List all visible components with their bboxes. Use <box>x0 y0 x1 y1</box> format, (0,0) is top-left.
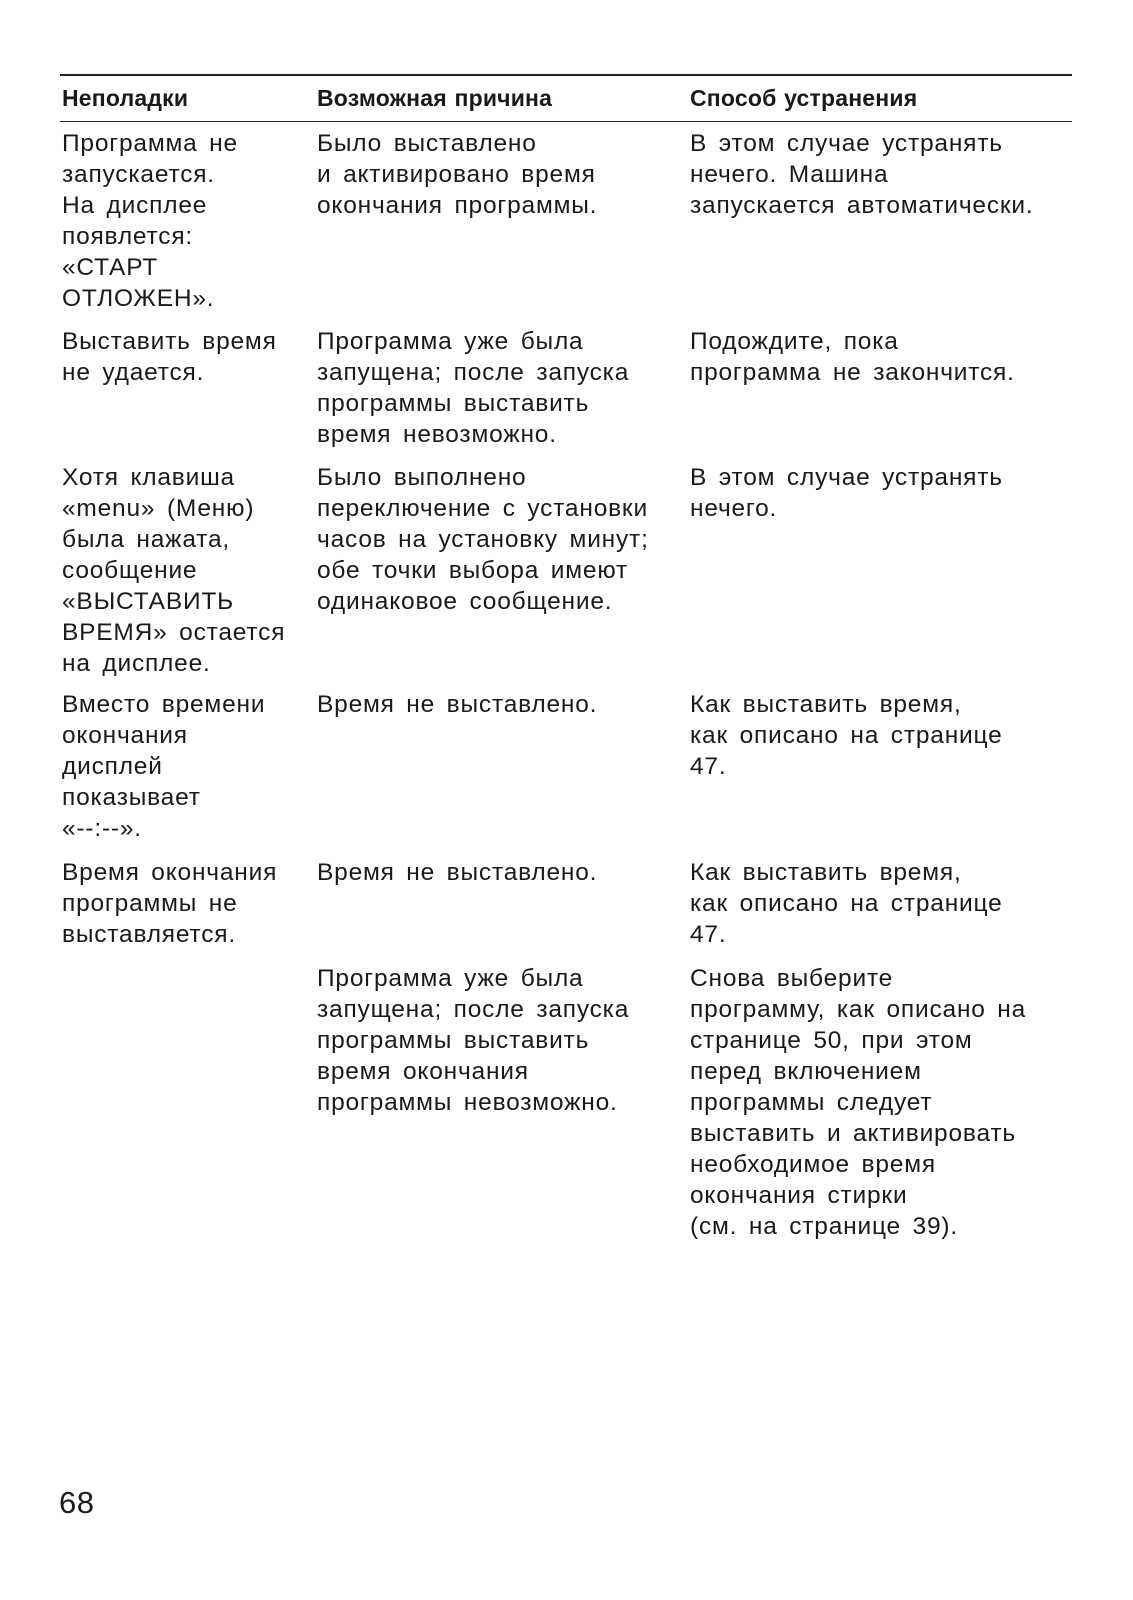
table-header-row <box>60 76 1072 121</box>
table-row <box>60 851 1072 957</box>
remedy-cell: Подождите, пока программа не закончится. <box>690 328 1015 386</box>
table-row <box>60 320 1072 456</box>
problem-cell: Программа не запускается. На дисплее появлется: «СТАРТ ОТЛОЖЕН». <box>62 130 238 312</box>
remedy-cell: В этом случае устранять нечего. Машина запускается автоматически. <box>690 130 1034 219</box>
cause-cell: Программа уже была запущена; после запуска программы выставить время окончания программы невозможно. <box>317 965 630 1116</box>
cause-cell: Время не выставлено. <box>317 691 598 718</box>
problem-cell: Вместо времени окончания дисплей показывает «--:--». <box>62 691 266 842</box>
header-problem: Неполадки <box>62 85 189 111</box>
cause-cell: Было выполнено переключение с установки часов на установку минут; обе точки выбора имеют одинаковое сообщение. <box>317 464 649 615</box>
table-row <box>60 456 1072 683</box>
problem-cell: Хотя клавиша «menu» (Меню) была нажата, сообщение «ВЫСТАВИТЬ ВРЕМЯ» остается на дисплее. <box>62 464 286 677</box>
problem-cell: Время окончания программы не выставляется. <box>62 859 278 948</box>
header-remedy: Способ устранения <box>690 85 918 111</box>
cause-cell: Было выставлено и активировано время окончания программы. <box>317 130 598 219</box>
header-cause: Возможная причина <box>317 85 553 111</box>
table-row <box>60 683 1072 851</box>
table-row <box>60 122 1072 320</box>
cause-cell: Время не выставлено. <box>317 859 598 886</box>
remedy-cell: Как выставить время, как описано на странице 47. <box>690 859 1003 948</box>
table-row <box>60 957 1072 1242</box>
page-number: 68 <box>59 1485 95 1520</box>
remedy-cell: Как выставить время, как описано на странице 47. <box>690 691 1003 780</box>
troubleshooting-table <box>60 74 1072 1242</box>
remedy-cell: В этом случае устранять нечего. <box>690 464 1003 522</box>
remedy-cell: Снова выберите программу, как описано на странице 50, при этом перед включением программы следует выставить и активировать необходимое время окончания стирки (см. на странице 39). <box>690 965 1027 1240</box>
problem-cell: Выставить время не удается. <box>62 328 277 386</box>
cause-cell: Программа уже была запущена; после запуска программы выставить время невозможно. <box>317 328 630 448</box>
